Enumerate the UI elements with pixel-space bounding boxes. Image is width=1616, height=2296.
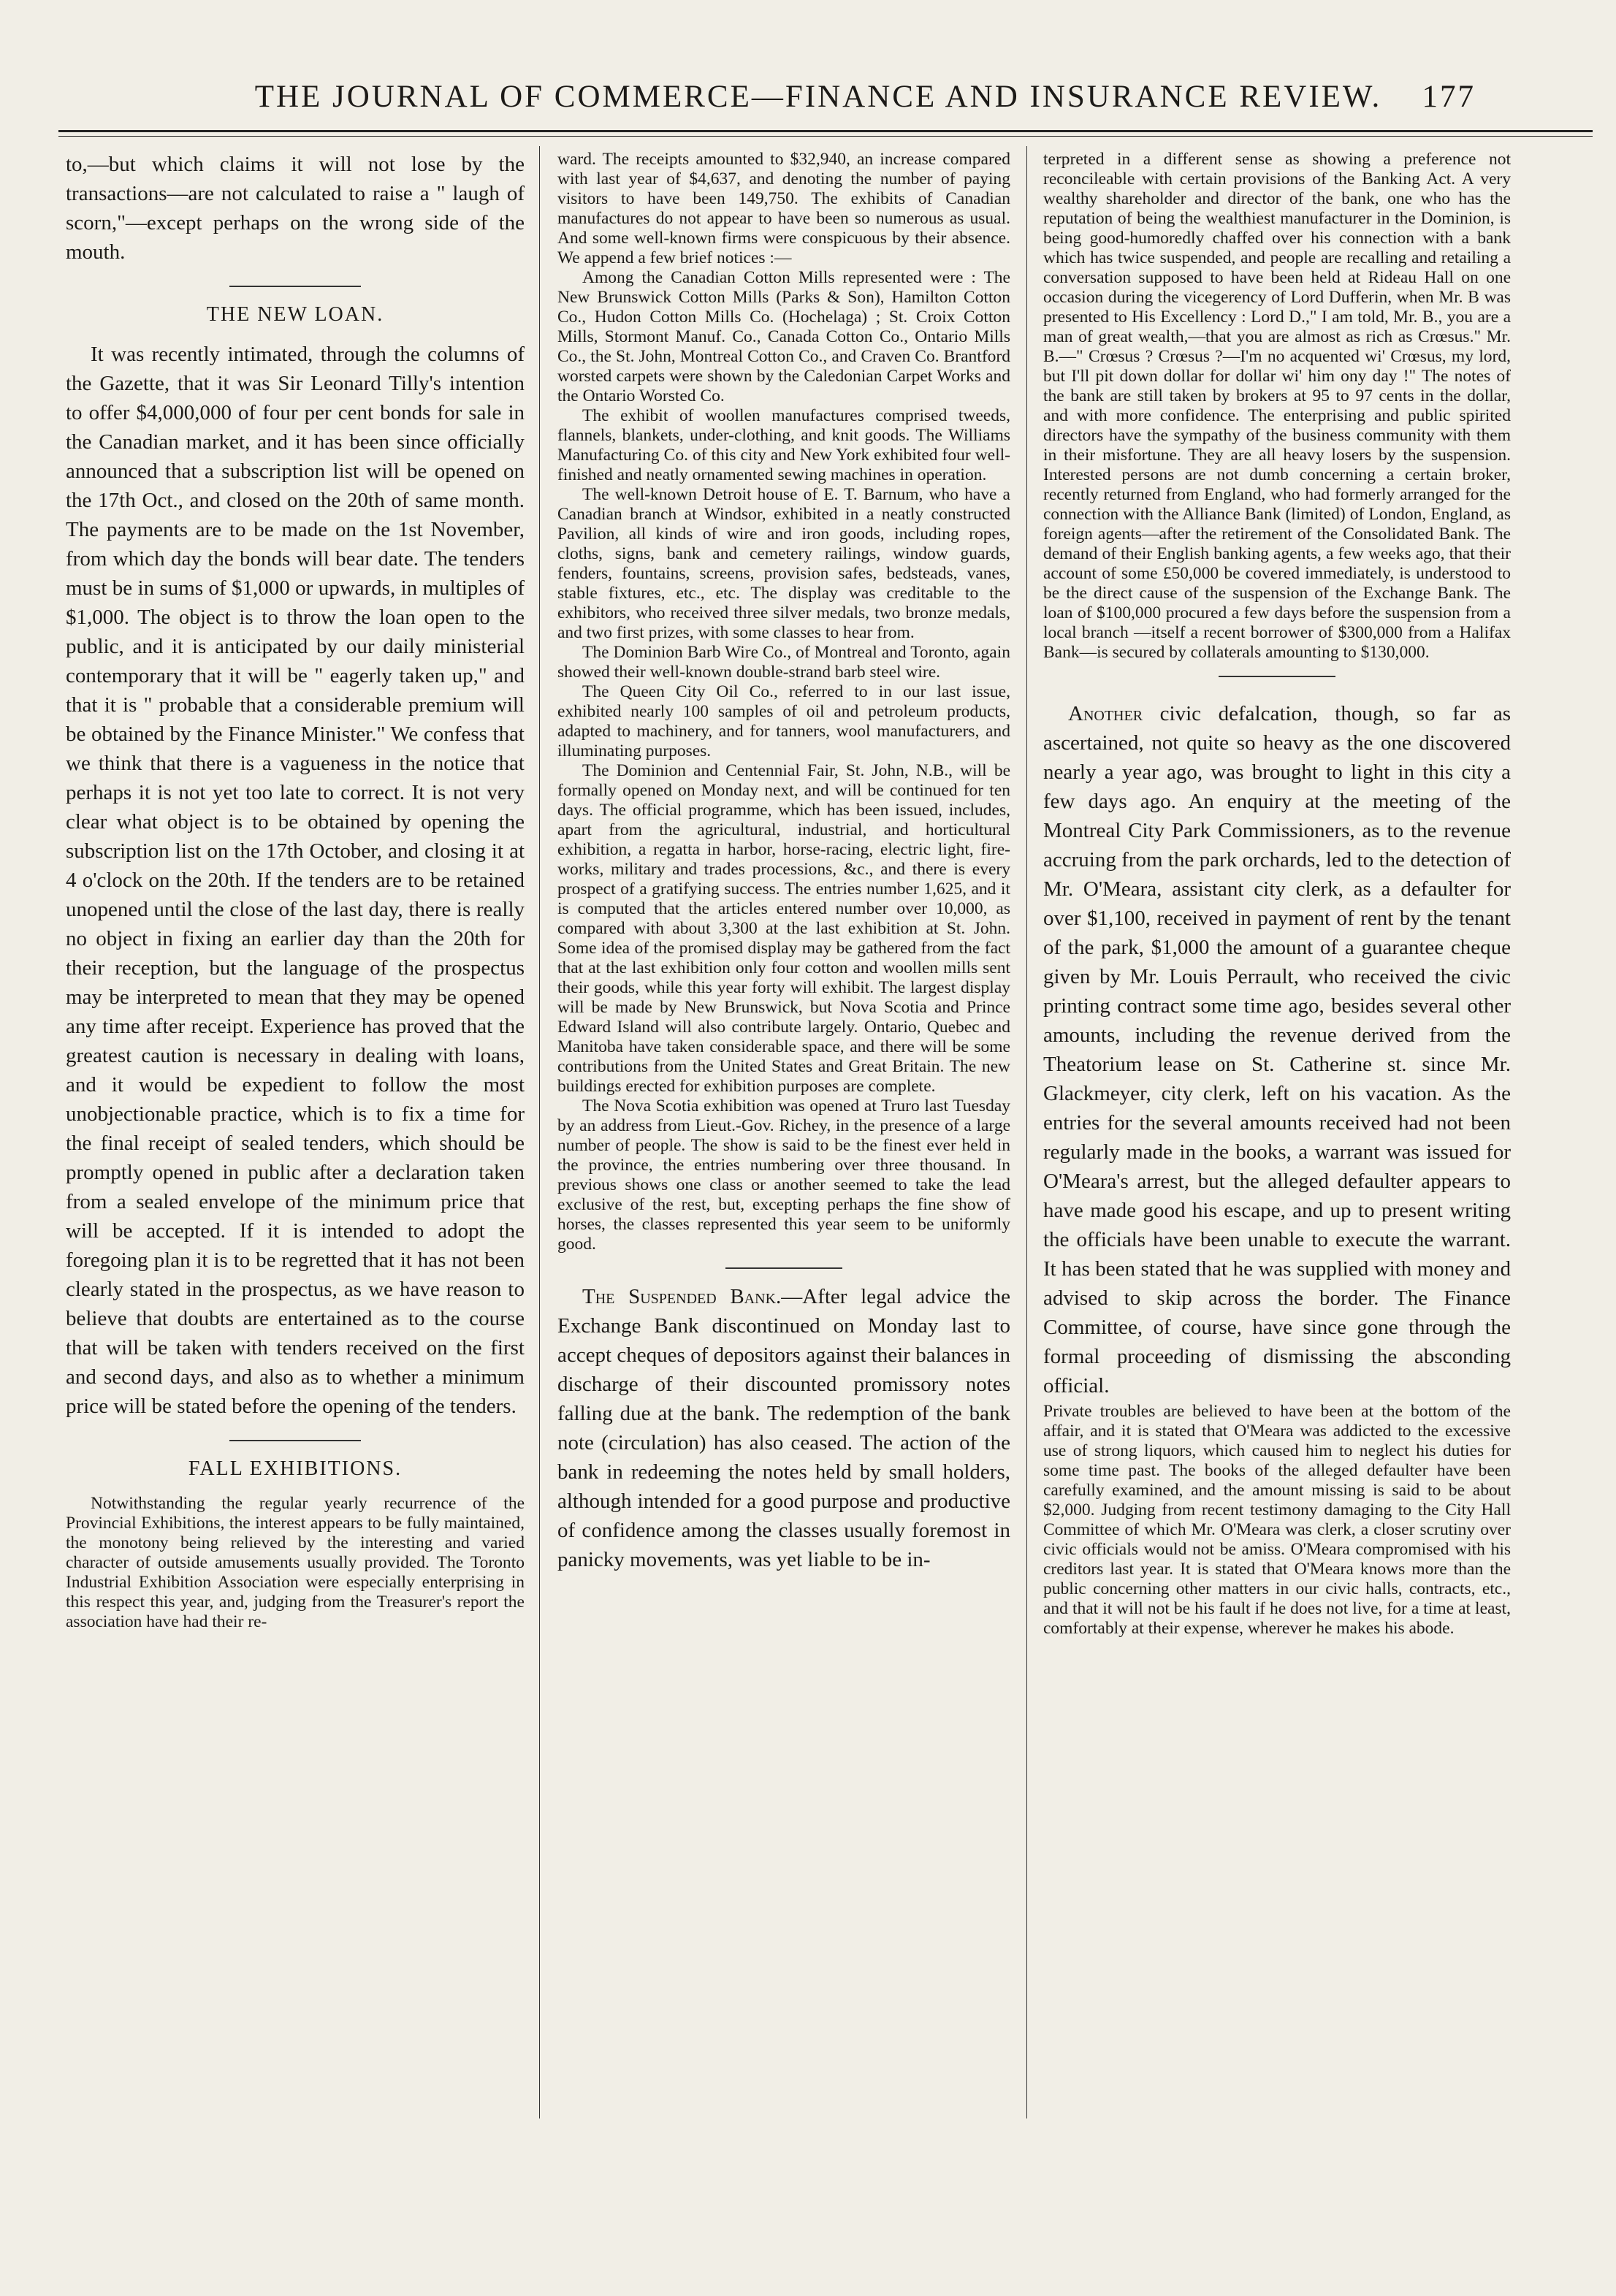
column-middle — [557, 150, 1010, 2239]
page-number: 177 — [1422, 80, 1476, 114]
paragraph: Private troubles are believed to have been at the bottom of the affair, and it is stated that O'Meara was addicted to the excessive use of strong liquors, which caused him to neglect his duties for some time past. The books of the alleged defaulter have been carefully examined, and the amount missing is said to be about $2,000. Judging from recent testimony damaging to the City Hall Committee of which Mr. O'Meara was clerk, a closer scrutiny over civic officials would not be amiss. O'Meara compromised with his creditors last year. It is stated that O'Meara knows more than the public concerning other matters in our civic halls, contracts, etc., and that it will not be his fault if he does not live, for a time at least, comfortably at their expense, wherever he makes his abode. — [1043, 1402, 1511, 1638]
article-civic-defalcation — [1043, 699, 1511, 1400]
section-separator — [229, 286, 361, 287]
header-rule-thin — [58, 136, 1593, 137]
header-rule — [58, 130, 1593, 132]
paragraph: The Nova Scotia exhibition was opened at Truro last Tuesday by an address from Lieut.-Gov. Richey, in the presence of a large number of people. The show is said to be the finest ever held in the province, the entries numbering over three thousand. In previous shows one class or another seemed to take the lead exclusive of the rest, but, excepting perhaps the fine show of horses, the classes represented this year seem to be uniformly good. — [557, 1096, 1010, 1254]
article-heading-fall-exhibitions: FALL EXHIBITIONS. — [188, 1457, 403, 1480]
article-lead-suspended-bank: The Suspended Bank. — [582, 1285, 782, 1308]
intro-paragraph: to,—but which claims it will not lose by the transactions—are not calculated to raise a " laugh of scorn,"—except perhaps on the wrong side of the mouth. — [66, 153, 525, 264]
paragraph: ward. The receipts amounted to $32,940, an increase compared with last year of $4,637, and denoting the number of paying visitors to have been 149,750. The exhibits of Canadian manufactures do not appear to have been so numerous as usual. And some well-known firms were conspicuous by their absence. We append a few brief notices :— — [557, 150, 1010, 267]
paragraph: Among the Canadian Cotton Mills represented were : The New Brunswick Cotton Mills (Parks & Son), Hamilton Cotton Co., Hudon Cotton Mills Co. (Hochelaga) ; St. Croix Cotton Mills, Stormont Manuf. Co., Canada Cotton Co., Ontario Mills Co., the St. John, Montreal Cotton Co., and Craven Co. Brantford worsted carpets were shown by the Caledonian Carpet Works and the Ontario Worsted Co. — [557, 268, 1010, 405]
paragraph: The Dominion Barb Wire Co., of Montreal and Toronto, again showed their well-known double-strand barb steel wire. — [557, 643, 1010, 682]
column-left — [66, 150, 525, 2239]
article-body-fall-exhibitions: Notwithstanding the regular yearly recurrence of the Provincial Exhibitions, the interest appears to be fully maintained, the monotony being relieved by the interesting and varied character of outside amusements usually provided. The Toronto Industrial Exhibition Association were especially enterprising in this respect this year, and, judging from the Treasurer's report the association have had their re- — [66, 1494, 525, 1631]
section-separator — [1219, 676, 1335, 677]
paragraph: terpreted in a different sense as showing a preference not reconcileable with certain provisions of the Banking Act. A very wealthy shareholder and director of the bank, one who has the reputation of being the wealthiest manufacturer in the Dominion, is being good-humoredly chaffed over his connection with a bank which has twice suspended, and people are recalling and retailing a conversation supposed to have been held at Rideau Hall on one occasion during the vicegerency of Lord Dufferin, when Mr. B was presented to His Excellency : Lord D.," I am told, Mr. B., you are a man of great wealth,—that you are almost as rich as Crœsus." Mr. B.—" Crœsus ? Crœsus ?—I'm no acquented wi' Crœsus, my lord, but I'll pit down dollar for dollar wi' him ony day !" The notes of the bank are still taken by brokers at 95 to 97 cents in the dollar, and with more confidence. The enterprising and public spirited directors have the sympathy of the business community with them in their misfortune. They are all heavy losers by the suspension. Interested persons are not dumb concerning a certain broker, recently returned from England, who had formerly arranged for the connection with the Alliance Bank (limited) of London, England, as foreign agents—after the retirement of the Consolidated Bank. The demand of their English banking agents, a few weeks ago, that their account of some £50,000 be covered immediately, is understood to be the direct cause of the suspension of the Exchange Bank. The loan of $100,000 procured a few days before the suspension from a local branch —itself a recent borrower of $300,000 from a Halifax Bank—is secured by collaterals amounting to $130,000. — [1043, 150, 1511, 662]
article-lead-another: Another — [1068, 702, 1143, 725]
section-separator — [725, 1267, 842, 1269]
paragraph: The Queen City Oil Co., referred to in our last issue, exhibited nearly 100 samples of oil and petroleum products, adapted to machinery, and for tanners, wool manufacturers, and illuminating purposes. — [557, 682, 1010, 760]
column-divider — [539, 146, 540, 2118]
article-body-suspended-bank: —After legal advice the Exchange Bank discontinued on Monday last to accept cheques of depositors against their balances in discharge of their discounted promissory notes falling due at the bank. The redemption of the bank note (circulation) has also ceased. The action of the bank in redeeming the notes held by small holders, although intended for a good purpose and productive of confidence among the classes usually foremost in panicky movements, was yet liable to be in- — [557, 1285, 1010, 1571]
paragraph: The Dominion and Centennial Fair, St. John, N.B., will be formally opened on Monday next, and will be continued for ten days. The official programme, which has been issued, includes, apart from the agricultural, industrial, and horticultural exhibition, a regatta in harbor, horse-racing, electric light, fire-works, military and trades processions, &c., and there is every prospect of a gratifying success. The entries number 1,625, and it is computed that the articles entered number over 10,000, as compared with about 3,300 at the last exhibition at St. John. Some idea of the promised display may be gathered from the fact that at the last exhibition only four cotton and woollen mills sent their goods, while this year forty will exhibit. The largest display will be made by New Brunswick, but Nova Scotia and Prince Edward Island will also contribute largely. Ontario, Quebec and Manitoba have taken considerable space, and there will be some contributions from the United States and Great Britain. The new buildings erected for exhibition purposes are complete. — [557, 761, 1010, 1096]
journal-title: THE JOURNAL OF COMMERCE—FINANCE AND INSURANCE REVIEW. — [254, 80, 1382, 114]
column-right — [1043, 150, 1511, 2239]
paragraph: The exhibit of woollen manufactures comprised tweeds, flannels, blankets, under-clothing, and knit goods. The Williams Manufacturing Co. of this city and New York exhibited four well-finished and neatly ornamented sewing machines in operation. — [557, 406, 1010, 484]
article-body-new-loan: It was recently intimated, through the columns of the Gazette, that it was Sir Leonard Tilly's intention to offer $4,000,000 of four per cent bonds for sale in the Canadian market, and it has been since officially announced that a subscription list will be opened on the 17th Oct., and closed on the 20th of same month. The payments are to be made on the 1st November, from which day the bonds will bear date. The tenders must be in sums of $1,000 or upwards, in multiples of $1,000. The object is to throw the loan open to the public, and it is anticipated by our daily ministerial contemporary that it will be " eagerly taken up," and that it is " probable that a considerable premium will be obtained by the Finance Minister." We confess that we think that there is a vagueness in the notice that perhaps it is not yet too late to correct. It is not very clear what object is to be obtained by opening the subscription list on the 17th October, and closing it at 4 o'clock on the 20th. If the tenders are to be retained unopened until the close of the last day, there is really no object in fixing an earlier day than the 20th for their reception, but the language of the prospectus may be interpreted to mean that they may be opened any time after receipt. Experience has proved that the greatest caution is necessary in dealing with loans, and it would be expedient to follow the most unobjectionable practice, which is to fix a time for the final receipt of sealed tenders, which should be promptly opened in public after a declaration taken from a sealed envelope of the minimum price that will be accepted. If it is intended to adopt the foregoing plan it is to be regretted that it has not been clearly stated in the prospectus, as we have reason to believe that doubts are entertained as to the course that will be taken with tenders received on the first and second days, and also as to whether a minimum price will be stated before the opening of the tenders. — [66, 343, 525, 1418]
page-header — [139, 79, 1498, 124]
paragraph: The well-known Detroit house of E. T. Barnum, who have a Canadian branch at Windsor, exhibited in a neatly constructed Pavilion, all kinds of wire and iron goods, including ropes, cloths, signs, bank and cemetery railings, window guards, fenders, fountains, screens, provision safes, bedsteads, vanes, stable fixtures, etc., etc. The display was creditable to the exhibitors, who received three silver medals, two bronze medals, and two first prizes, with some classes to hear from. — [557, 485, 1010, 642]
section-separator — [229, 1440, 361, 1441]
column-divider — [1026, 146, 1027, 2118]
article-heading-new-loan: THE NEW LOAN. — [206, 303, 384, 326]
article-suspended-bank — [557, 1282, 1010, 1574]
article-body-civic-defalcation: civic defalcation, though, so far as ascertained, not quite so heavy as the one discovered nearly a year ago, was brought to light in this city a few days ago. An enquiry at the meeting of the Montreal City Park Commissioners, as to the revenue accruing from the park orchards, led to the detection of Mr. O'Meara, assistant city clerk, as a defaulter for over $1,100, received in payment of rent by the tenant of the park, $1,000 the amount of a guarantee cheque given by Mr. Louis Perrault, who received the civic printing contract some time ago, besides several other amounts, including the revenue derived from the Theatorium lease on St. Catherine st. since Mr. Glackmeyer, city clerk, left on his vacation. As the entries for the several amounts received had not been regularly made in the books, a warrant was issued for O'Meara's arrest, but the alleged defaulter appears to have made good his escape, and up to present writing the officials have been unable to execute the warrant. It has been stated that he was supplied with money and advised to skip across the border. The Finance Committee, of course, have since gone through the formal proceeding of dismissing the absconding official. — [1043, 702, 1511, 1397]
